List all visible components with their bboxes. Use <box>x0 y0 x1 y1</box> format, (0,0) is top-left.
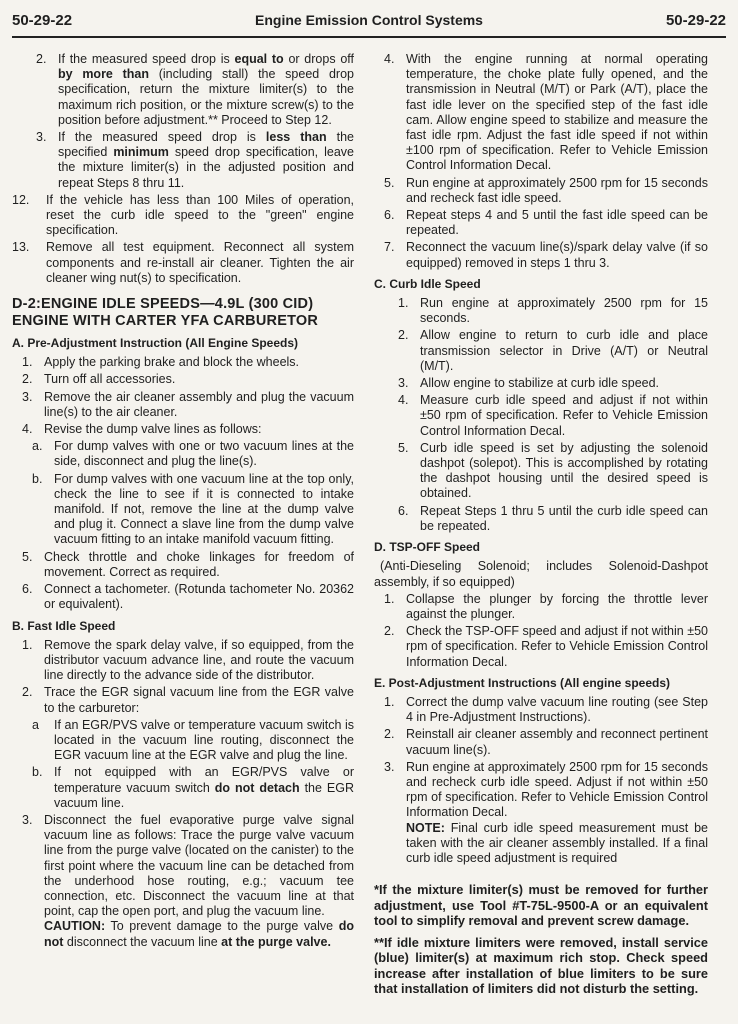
section-title: D-2:ENGINE IDLE SPEEDS—4.9L (300 CID) ENGINE WITH CARTER YFA CARBURETOR <box>12 296 319 330</box>
list-item: b. For dump valves with one vacuum line at the top only, check the line to see if it is connected to intake manifold. If not, remove the line at the dump valve and plug it. Connect a slave line from the dump valve vacuum fitting to an intake manifold vacuum fitting. <box>32 471 354 547</box>
step-12: 12. If the vehicle has less than 100 Miles of operation, reset the curb idle speed to the "green" engine specification. <box>12 192 354 238</box>
page-number-right: 50-29-22 <box>665 12 726 29</box>
list-item: 2. Turn off all accessories. <box>22 372 176 387</box>
list-item: a. For dump valves with one or two vacuum lines at the side, disconnect and plug the line(s). <box>32 439 354 469</box>
list-item: 2. Check the TSP-OFF speed and adjust if not within ±50 rpm of specification. Refer to Vehicle Emission Control Information Decal. <box>384 624 708 669</box>
footnote-1: *If the mixture limiter(s) must be removed for further adjustment, use Tool #T-75L-9500-A or an equivalent tool to simplify removal and prevent screw damage. <box>374 882 708 929</box>
page-title: Engine Emission Control Systems <box>255 12 483 28</box>
page-number-left: 50-29-22 <box>12 12 73 29</box>
list-item: 1. Apply the parking brake and block the wheels. <box>22 355 300 370</box>
list-item: 3. Run engine at approximately 2500 rpm for 15 seconds and recheck curb idle speed. Adjust if not within ±50 rpm of specification. Refer to Vehicle Emission Control Information Decal. NOTE: Final curb idle speed measurement must be taken with the air cleaner assembly installed. If a final curb idle speed adjustment is required <box>384 759 708 865</box>
list-item: 6. Repeat steps 4 and 5 until the fast idle speed can be repeated. <box>384 208 708 238</box>
list-item: 7. Reconnect the vacuum line(s)/spark delay valve (if so equipped) removed in steps 1 thru 3. <box>384 240 708 270</box>
page-header <box>12 10 726 38</box>
list-item: 6. Repeat Steps 1 thru 5 until the curb idle speed can be repeated. <box>398 503 708 533</box>
list-item: 3. Disconnect the fuel evaporative purge valve signal vacuum line as follows: Trace the purge valve vacuum line from the purge valve (located on the canister) to the first point where the vacuum line can be detached from the underhood hose routing, e.g.; vacuum tee connection, etc. Disconnect the vacuum line at that point, cap the open port, and plug the vacuum line. CAUTION: To prevent damage to the purge valve do not disconnect the vacuum line at the purge valve. <box>22 812 354 949</box>
subsection-b-heading: B. Fast Idle Speed <box>12 618 116 633</box>
list-item: 5. Run engine at approximately 2500 rpm for 15 seconds and recheck fast idle speed. <box>384 175 708 205</box>
subsection-a-heading: A. Pre-Adjustment Instruction (All Engine Speeds) <box>12 336 299 351</box>
list-item: 4. Measure curb idle speed and adjust if not within ±50 rpm of specification. Refer to Vehicle Emission Control Information Decal. <box>398 393 708 438</box>
list-item: 5. Check throttle and choke linkages for freedom of movement. Correct as required. <box>22 549 354 579</box>
left-column <box>12 52 354 952</box>
list-item: 4. With the engine running at normal operating temperature, the choke plate fully opened, and the transmission in Neutral (M/T) or Park (A/T), place the fast idle lever on the specified step of the fast idle cam. Allow engine speed to stabilize and measure the fast idle rpm. Adjust the fast idle speed if not within ±100 rpm of specification. Refer to Vehicle Emission Control Information Decal. <box>384 52 708 173</box>
right-column <box>374 52 708 997</box>
subsection-c-heading: C. Curb Idle Speed <box>374 276 481 291</box>
subsection-d-heading: D. TSP-OFF Speed <box>374 540 481 555</box>
intro-text: (Anti-Dieseling Solenoid; includes Solenoid-Dashpot assembly, if so equipped) <box>374 559 708 589</box>
list-item: 3. Allow engine to stabilize at curb idle speed. <box>398 376 660 391</box>
list-item: 4. Revise the dump valve lines as follows: <box>22 422 262 437</box>
list-item: 3. Remove the air cleaner assembly and plug the vacuum line(s) to the air cleaner. <box>22 389 354 419</box>
step-3: 3. If the measured speed drop is less than the specified minimum speed drop specification, leave the mixture limiter(s) in the adjusted position and repeat Steps 8 thru 11. <box>36 130 354 190</box>
list-item: 2. Reinstall air cleaner assembly and reconnect pertinent vacuum line(s). <box>384 727 708 757</box>
step-2: 2. If the measured speed drop is equal to or drops off by more than (including stall) the speed drop specification, return the mixture limiter(s) to the maximum rich position, or the mixture screw(s) to the position before adjustment.** Proceed to Step 12. <box>36 52 354 127</box>
list-item: 1. Run engine at approximately 2500 rpm for 15 seconds. <box>398 296 708 326</box>
footnote-2: **If idle mixture limiters were removed, install service (blue) limiter(s) at maximum rich stop. Check speed increase after installation of blue limiters to be sure that installation of limiters did not disturb the setting. <box>374 934 708 997</box>
list-item: b. If not equipped with an EGR/PVS valve or temperature vacuum switch do not detach the EGR vacuum line. <box>32 765 354 810</box>
list-item: 1. Remove the spark delay valve, if so equipped, from the distributor vacuum advance line, and route the vacuum line directly to the advance side of the distributor. <box>22 637 354 683</box>
list-item: a If an EGR/PVS valve or temperature vacuum switch is located in the vacuum line routing, disconnect the EGR vacuum line at the EGR valve and plug the line. <box>32 717 354 763</box>
list-item: 2. Allow engine to return to curb idle and place transmission selector in Drive (A/T) or Neutral (M/T). <box>398 328 708 373</box>
step-13: 13. Remove all test equipment. Reconnect all system components and re-install air cleaner. Tighten the air cleaner wing nut(s) to specification. <box>12 240 354 285</box>
list-item: 2. Trace the EGR signal vacuum line from the EGR valve to the carburetor: <box>22 685 354 715</box>
list-item: 6. Connect a tachometer. (Rotunda tachometer No. 20362 or equivalent). <box>22 582 354 612</box>
list-item: 1. Collapse the plunger by forcing the throttle lever against the plunger. <box>384 591 708 621</box>
list-item: 5. Curb idle speed is set by adjusting the solenoid dashpot (solepot). This is accomplished by rotating the dashpot housing until the desired speed is obtained. <box>398 440 708 501</box>
list-item: 1. Correct the dump valve vacuum line routing (see Step 4 in Pre-Adjustment Instructions). <box>384 694 708 725</box>
subsection-e-heading: E. Post-Adjustment Instructions (All engine speeds) <box>374 675 671 690</box>
